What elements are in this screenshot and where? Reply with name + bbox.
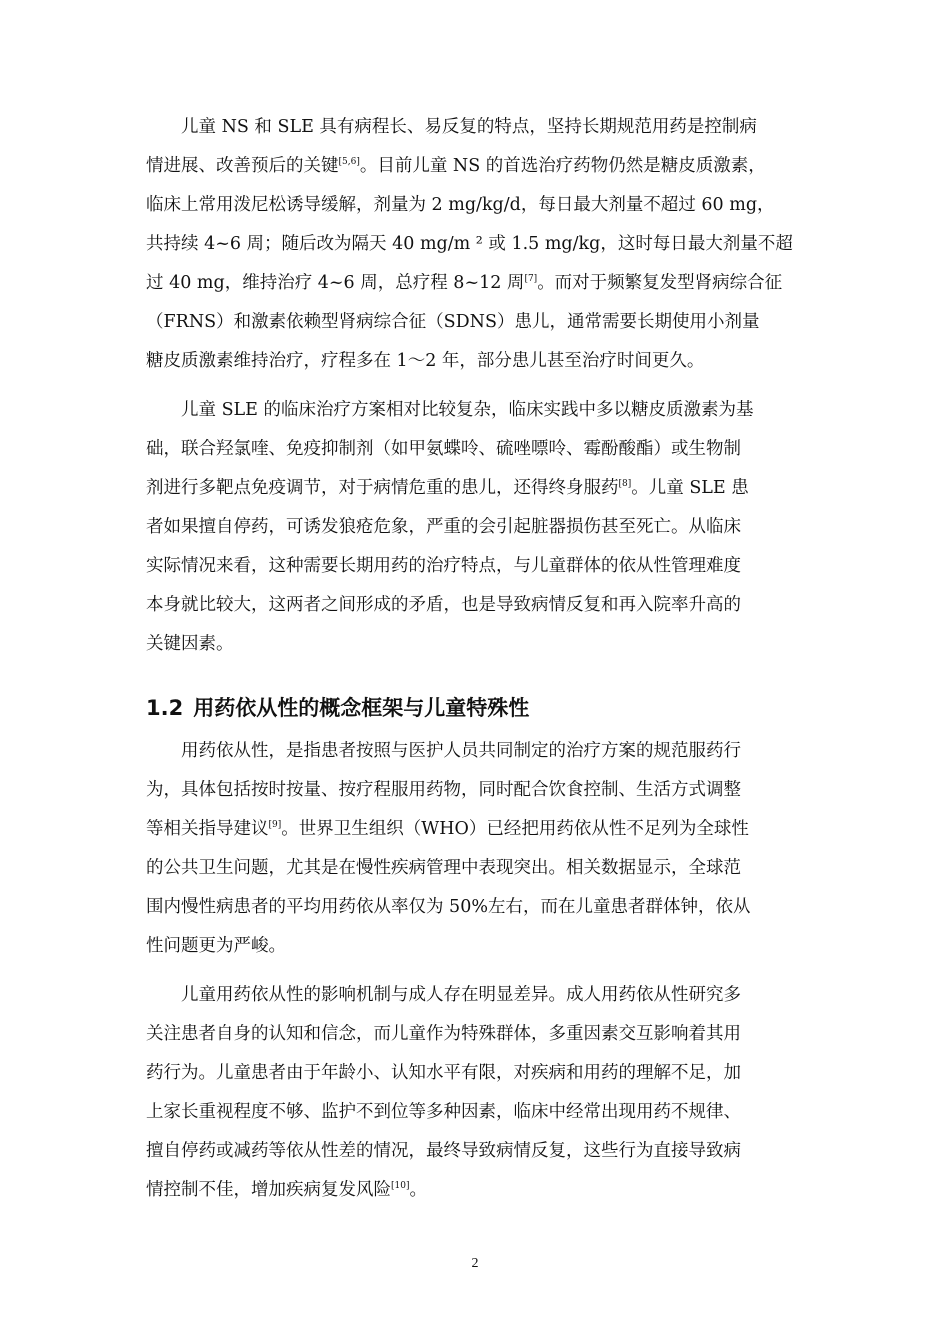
text-line: 临床上常用泼尼松诱导缓解，剂量为 2 mg/kg/d，每日最大剂量不超过 60 mg， — [146, 195, 775, 215]
document-body — [146, 108, 808, 1210]
paragraph-ns-sle-treatment — [146, 108, 808, 381]
text-fragment: 。目前儿童 NS 的首选治疗药物仍然是糖皮质激素， — [359, 156, 766, 176]
text-line: 为，具体包括按时按量、按疗程服用药物，同时配合饮食控制、生活方式调整 — [146, 780, 741, 800]
text-fragment: 。而对于频繁复发型肾病综合征 — [537, 273, 783, 293]
text-fragment: 过 40 mg，维持治疗 4~6 周，总疗程 8~12 周 — [146, 273, 525, 293]
text-line — [146, 810, 808, 849]
citation-reference: [7] — [524, 274, 538, 285]
text-line: 本身就比较大，这两者之间形成的矛盾，也是导致病情反复和再入院率升高的 — [146, 595, 741, 615]
text-line: 关注患者自身的认知和信念，而儿童作为特殊群体，多重因素交互影响着其用 — [146, 1024, 741, 1044]
text-line: 性问题更为严峻。 — [146, 936, 286, 956]
text-line: 儿童 SLE 的临床治疗方案相对比较复杂，临床实践中多以糖皮质激素为基 — [181, 400, 754, 420]
text-line: 儿童 NS 和 SLE 具有病程长、易反复的特点，坚持长期规范用药是控制病 — [181, 117, 757, 137]
text-line: 药行为。儿童患者由于年龄小、认知水平有限，对疾病和用药的理解不足，加 — [146, 1063, 741, 1083]
text-line — [146, 1171, 808, 1210]
text-line: 共持续 4~6 周；随后改为隔天 40 mg/m ² 或 1.5 mg/kg，这时每日最大剂量不超 — [146, 234, 793, 254]
citation-reference: [10] — [391, 1181, 410, 1192]
text-line: 擅自停药或减药等依从性差的情况，最终导致病情反复，这些行为直接导致病 — [146, 1141, 741, 1161]
text-fragment: 。儿童 SLE 患 — [631, 478, 749, 498]
text-line: 上家长重视程度不够、监护不到位等多种因素，临床中经常出现用药不规律、 — [146, 1102, 741, 1122]
text-fragment: 情进展、改善预后的关键 — [146, 156, 339, 176]
text-fragment: 情控制不佳，增加疾病复发风险 — [146, 1180, 391, 1200]
text-line: （FRNS）和激素依赖型肾病综合征（SDNS）患儿，通常需要长期使用小剂量 — [146, 312, 760, 332]
paragraph-sle-treatment — [146, 391, 808, 664]
text-fragment: 。 — [409, 1180, 427, 1200]
section-title: 用药依从性的概念框架与儿童特殊性 — [193, 696, 530, 720]
text-fragment: 剂进行多靶点免疫调节，对于病情危重的患儿，还得终身服药 — [146, 478, 619, 498]
text-line — [146, 264, 808, 303]
paragraph-adherence-definition — [146, 732, 808, 966]
paragraph-child-adherence-mechanism — [146, 976, 808, 1210]
text-fragment: 。世界卫生组织（WHO）已经把用药依从性不足列为全球性 — [281, 819, 749, 839]
section-heading — [146, 690, 808, 726]
text-line: 儿童用药依从性的影响机制与成人存在明显差异。成人用药依从性研究多 — [181, 985, 741, 1005]
text-line: 用药依从性，是指患者按照与医护人员共同制定的治疗方案的规范服药行 — [181, 741, 741, 761]
text-line: 础，联合羟氯喹、免疫抑制剂（如甲氨蝶呤、硫唑嘌呤、霉酚酸酯）或生物制 — [146, 439, 741, 459]
text-line: 糖皮质激素维持治疗，疗程多在 1～2 年，部分患儿甚至治疗时间更久。 — [146, 351, 705, 371]
text-line: 者如果擅自停药，可诱发狼疮危象，严重的会引起脏器损伤甚至死亡。从临床 — [146, 517, 741, 537]
text-line: 实际情况来看，这种需要长期用药的治疗特点，与儿童群体的依从性管理难度 — [146, 556, 741, 576]
text-line: 的公共卫生问题，尤其是在慢性疾病管理中表现突出。相关数据显示，全球范 — [146, 858, 741, 878]
text-line — [146, 147, 808, 186]
text-line — [146, 469, 808, 508]
text-line: 围内慢性病患者的平均用药依从率仅为 50%左右，而在儿童患者群体钟，依从 — [146, 897, 751, 917]
citation-reference: [5,6] — [338, 157, 360, 168]
text-fragment: 等相关指导建议 — [146, 819, 269, 839]
citation-reference: [8] — [618, 479, 632, 490]
section-number: 1.2 — [146, 696, 184, 720]
citation-reference: [9] — [268, 820, 282, 831]
text-line: 关键因素。 — [146, 634, 234, 654]
page-number: 2 — [471, 1256, 479, 1271]
